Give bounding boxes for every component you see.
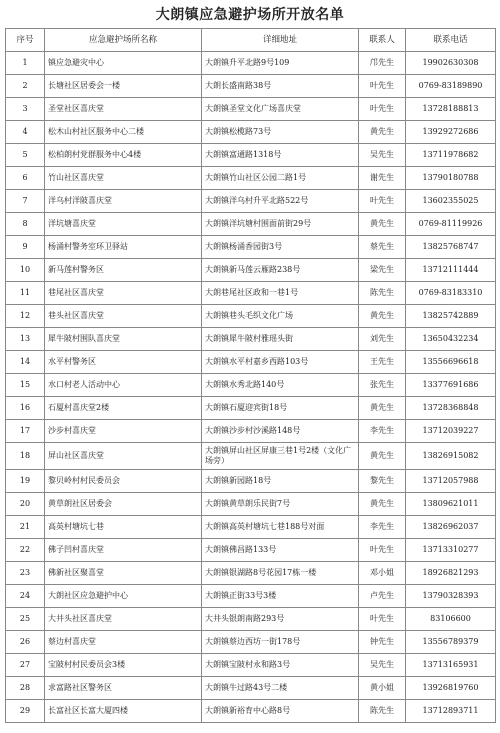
cell-no: 12 xyxy=(6,305,45,328)
page-title: 大朗镇应急避护场所开放名单 xyxy=(155,7,345,23)
cell-contact: 黄先生 xyxy=(359,305,406,328)
cell-address: 大朗镇蔡边西坊一街178号 xyxy=(202,631,359,654)
cell-address: 大朗镇牛过路43号二楼 xyxy=(202,677,359,700)
cell-contact: 卢先生 xyxy=(359,585,406,608)
cell-address: 大朗镇屏山社区屏康三巷1号2楼（文化广场旁） xyxy=(202,443,359,470)
cell-address: 大朗镇新马莲云雁路238号 xyxy=(202,259,359,282)
table-row xyxy=(6,305,496,328)
cell-contact: 叶先生 xyxy=(359,75,406,98)
cell-shelter-name: 新马莲村警务区 xyxy=(45,259,202,282)
table-row xyxy=(6,167,496,190)
cell-shelter-name: 松木山村社区服务中心二楼 xyxy=(45,121,202,144)
cell-no: 2 xyxy=(6,75,45,98)
cell-address: 大朗镇新园路18号 xyxy=(202,470,359,493)
cell-shelter-name: 屏山社区喜庆堂 xyxy=(45,443,202,470)
cell-no: 1 xyxy=(6,52,45,75)
cell-address: 大朗镇圣堂文化广场喜庆堂 xyxy=(202,98,359,121)
table-row xyxy=(6,470,496,493)
cell-phone: 13713310277 xyxy=(406,539,496,562)
cell-contact: 黄先生 xyxy=(359,213,406,236)
cell-shelter-name: 佛新社区聚喜堂 xyxy=(45,562,202,585)
cell-address: 大朗镇高英村塘坑七巷188号对面 xyxy=(202,516,359,539)
cell-shelter-name: 蔡边村喜庆堂 xyxy=(45,631,202,654)
cell-contact: 黎先生 xyxy=(359,470,406,493)
cell-contact: 邝先生 xyxy=(359,52,406,75)
cell-shelter-name: 黎贝岭村村民委员会 xyxy=(45,470,202,493)
cell-address: 大朗长盛南路38号 xyxy=(202,75,359,98)
cell-contact: 叶先生 xyxy=(359,98,406,121)
table-row xyxy=(6,539,496,562)
cell-phone: 13650432234 xyxy=(406,328,496,351)
table-row xyxy=(6,700,496,723)
cell-no: 15 xyxy=(6,374,45,397)
cell-shelter-name: 水口村老人活动中心 xyxy=(45,374,202,397)
cell-contact: 黄先生 xyxy=(359,443,406,470)
cell-phone: 13712039227 xyxy=(406,420,496,443)
cell-shelter-name: 求富路社区警务区 xyxy=(45,677,202,700)
cell-phone: 0769-81119926 xyxy=(406,213,496,236)
cell-contact: 李先生 xyxy=(359,516,406,539)
cell-contact: 邓小姐 xyxy=(359,562,406,585)
cell-phone: 13602355025 xyxy=(406,190,496,213)
cell-shelter-name: 杨涌村警务室环卫驿站 xyxy=(45,236,202,259)
table-body xyxy=(6,52,496,723)
cell-phone: 18926821293 xyxy=(406,562,496,585)
cell-contact: 黄先生 xyxy=(359,397,406,420)
cell-no: 11 xyxy=(6,282,45,305)
cell-address: 大朗镇水秀北路140号 xyxy=(202,374,359,397)
table-row xyxy=(6,259,496,282)
header-phone: 联系电话 xyxy=(406,29,496,52)
cell-shelter-name: 大井头社区喜庆堂 xyxy=(45,608,202,631)
cell-contact: 李先生 xyxy=(359,420,406,443)
cell-address: 大朗镇佛昌路133号 xyxy=(202,539,359,562)
cell-phone: 13712057988 xyxy=(406,470,496,493)
table-row xyxy=(6,52,496,75)
cell-shelter-name: 圣堂社区喜庆堂 xyxy=(45,98,202,121)
shelter-table xyxy=(5,28,496,723)
cell-shelter-name: 水平村警务区 xyxy=(45,351,202,374)
cell-contact: 谢先生 xyxy=(359,167,406,190)
cell-address: 大朗镇巷头毛织文化广场 xyxy=(202,305,359,328)
cell-address: 大朗镇犀牛陂村雅瑶头街 xyxy=(202,328,359,351)
cell-phone: 13711978682 xyxy=(406,144,496,167)
cell-contact: 叶先生 xyxy=(359,539,406,562)
cell-phone: 13809621011 xyxy=(406,493,496,516)
cell-no: 9 xyxy=(6,236,45,259)
cell-shelter-name: 黄草朗社区居委会 xyxy=(45,493,202,516)
cell-no: 5 xyxy=(6,144,45,167)
cell-contact: 张先生 xyxy=(359,374,406,397)
cell-address: 大朗镇水平村嘉乡西路103号 xyxy=(202,351,359,374)
cell-phone: 13825742889 xyxy=(406,305,496,328)
cell-phone: 13926819760 xyxy=(406,677,496,700)
cell-address: 大朗镇正街33号3楼 xyxy=(202,585,359,608)
cell-shelter-name: 石厦村喜庆堂2楼 xyxy=(45,397,202,420)
cell-address: 大朗巷尾社区政和一巷1号 xyxy=(202,282,359,305)
cell-phone: 13728188813 xyxy=(406,98,496,121)
cell-shelter-name: 巷尾社区喜庆堂 xyxy=(45,282,202,305)
table-header-row xyxy=(6,29,496,52)
cell-address: 大朗镇银湖路8号花园17栋一楼 xyxy=(202,562,359,585)
table-row xyxy=(6,631,496,654)
cell-shelter-name: 松柏朗村党群服务中心4楼 xyxy=(45,144,202,167)
table-row xyxy=(6,420,496,443)
cell-no: 29 xyxy=(6,700,45,723)
cell-phone: 13556696618 xyxy=(406,351,496,374)
cell-address: 大朗镇富通路1318号 xyxy=(202,144,359,167)
cell-no: 13 xyxy=(6,328,45,351)
cell-no: 18 xyxy=(6,443,45,470)
cell-no: 14 xyxy=(6,351,45,374)
cell-contact: 吴先生 xyxy=(359,654,406,677)
cell-shelter-name: 长塘社区居委会一楼 xyxy=(45,75,202,98)
cell-shelter-name: 犀牛陂村围队喜庆堂 xyxy=(45,328,202,351)
cell-shelter-name: 镇应急避灾中心 xyxy=(45,52,202,75)
table-row xyxy=(6,516,496,539)
cell-shelter-name: 沙步村喜庆堂 xyxy=(45,420,202,443)
header-no: 序号 xyxy=(6,29,45,52)
cell-address: 大朗镇新裕育中心路8号 xyxy=(202,700,359,723)
cell-contact: 陈先生 xyxy=(359,282,406,305)
cell-no: 17 xyxy=(6,420,45,443)
cell-phone: 13556789379 xyxy=(406,631,496,654)
cell-no: 28 xyxy=(6,677,45,700)
cell-address: 大朗镇松榄路73号 xyxy=(202,121,359,144)
cell-address: 大井头银朗南路293号 xyxy=(202,608,359,631)
table-row xyxy=(6,677,496,700)
cell-contact: 黄先生 xyxy=(359,121,406,144)
cell-phone: 13826915082 xyxy=(406,443,496,470)
header-name: 应急避护场所名称 xyxy=(45,29,202,52)
cell-no: 26 xyxy=(6,631,45,654)
cell-no: 3 xyxy=(6,98,45,121)
table-row xyxy=(6,608,496,631)
table-row xyxy=(6,328,496,351)
cell-address: 大朗镇宝陂村永和路3号 xyxy=(202,654,359,677)
cell-no: 8 xyxy=(6,213,45,236)
cell-no: 23 xyxy=(6,562,45,585)
cell-address: 大朗镇竹山社区公园二路1号 xyxy=(202,167,359,190)
table-row xyxy=(6,121,496,144)
table-row xyxy=(6,562,496,585)
cell-contact: 蔡先生 xyxy=(359,236,406,259)
table-row xyxy=(6,443,496,470)
cell-contact: 黄先生 xyxy=(359,493,406,516)
cell-no: 16 xyxy=(6,397,45,420)
table-row xyxy=(6,236,496,259)
table-row xyxy=(6,190,496,213)
cell-phone: 13929272686 xyxy=(406,121,496,144)
cell-contact: 叶先生 xyxy=(359,608,406,631)
cell-contact: 梁先生 xyxy=(359,259,406,282)
cell-phone: 13712893711 xyxy=(406,700,496,723)
cell-phone: 19902630308 xyxy=(406,52,496,75)
cell-no: 6 xyxy=(6,167,45,190)
table-row xyxy=(6,374,496,397)
table-row xyxy=(6,98,496,121)
cell-phone: 13728368848 xyxy=(406,397,496,420)
table-row xyxy=(6,493,496,516)
cell-contact: 钟先生 xyxy=(359,631,406,654)
cell-no: 27 xyxy=(6,654,45,677)
cell-address: 大朗镇洋乌村升平北路522号 xyxy=(202,190,359,213)
cell-shelter-name: 竹山社区喜庆堂 xyxy=(45,167,202,190)
cell-address: 大朗镇黄草朗乐民街7号 xyxy=(202,493,359,516)
cell-shelter-name: 长富社区长富大厦四楼 xyxy=(45,700,202,723)
cell-contact: 黄小姐 xyxy=(359,677,406,700)
cell-phone: 13825768747 xyxy=(406,236,496,259)
cell-shelter-name: 高英村塘坑七巷 xyxy=(45,516,202,539)
table-row xyxy=(6,397,496,420)
cell-address: 大朗镇石厦迎宾街18号 xyxy=(202,397,359,420)
cell-contact: 陈先生 xyxy=(359,700,406,723)
table-row xyxy=(6,654,496,677)
cell-phone: 13826962037 xyxy=(406,516,496,539)
cell-no: 7 xyxy=(6,190,45,213)
header-address: 详细地址 xyxy=(202,29,359,52)
cell-shelter-name: 宝陂村村民委员会3楼 xyxy=(45,654,202,677)
cell-shelter-name: 巷头社区喜庆堂 xyxy=(45,305,202,328)
table-row xyxy=(6,144,496,167)
table-row xyxy=(6,75,496,98)
cell-shelter-name: 佛子凹村喜庆堂 xyxy=(45,539,202,562)
cell-no: 20 xyxy=(6,493,45,516)
table-row xyxy=(6,585,496,608)
cell-address: 大朗镇升平北路9号109 xyxy=(202,52,359,75)
cell-contact: 叶先生 xyxy=(359,190,406,213)
cell-shelter-name: 大朗社区应急避护中心 xyxy=(45,585,202,608)
table-row xyxy=(6,213,496,236)
cell-contact: 吴先生 xyxy=(359,144,406,167)
cell-shelter-name: 洋乌村洋陂喜庆堂 xyxy=(45,190,202,213)
table-row xyxy=(6,351,496,374)
cell-phone: 83106600 xyxy=(406,608,496,631)
cell-no: 21 xyxy=(6,516,45,539)
cell-address: 大朗镇杨涌香园街3号 xyxy=(202,236,359,259)
cell-no: 4 xyxy=(6,121,45,144)
cell-phone: 13712111444 xyxy=(406,259,496,282)
cell-phone: 0769-83189890 xyxy=(406,75,496,98)
cell-no: 25 xyxy=(6,608,45,631)
cell-address: 大朗镇沙步村沙溪路148号 xyxy=(202,420,359,443)
cell-contact: 王先生 xyxy=(359,351,406,374)
cell-shelter-name: 洋坑塘喜庆堂 xyxy=(45,213,202,236)
cell-no: 19 xyxy=(6,470,45,493)
cell-phone: 0769-83183310 xyxy=(406,282,496,305)
cell-phone: 13790328393 xyxy=(406,585,496,608)
cell-phone: 13713165931 xyxy=(406,654,496,677)
cell-no: 10 xyxy=(6,259,45,282)
cell-address: 大朗镇洋坑塘村围面前街29号 xyxy=(202,213,359,236)
cell-contact: 刘先生 xyxy=(359,328,406,351)
cell-phone: 13790180788 xyxy=(406,167,496,190)
cell-no: 24 xyxy=(6,585,45,608)
cell-no: 22 xyxy=(6,539,45,562)
header-contact: 联系人 xyxy=(359,29,406,52)
cell-phone: 13377691686 xyxy=(406,374,496,397)
table-row xyxy=(6,282,496,305)
